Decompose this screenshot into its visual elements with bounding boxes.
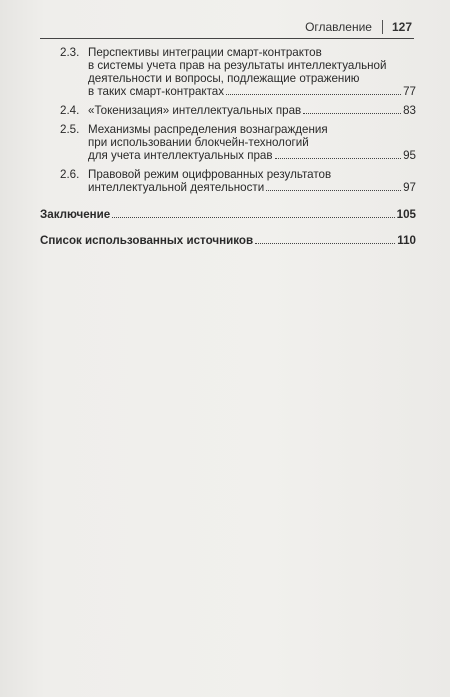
toc-entry-page: 95 bbox=[403, 149, 416, 162]
toc-entry-page: 77 bbox=[403, 85, 416, 98]
table-of-contents bbox=[40, 46, 416, 247]
toc-entry-number: 2.4. bbox=[60, 104, 80, 117]
running-head-separator bbox=[382, 20, 383, 34]
toc-entry-2-5[interactable] bbox=[40, 123, 416, 162]
toc-entry-number: 2.3. bbox=[60, 46, 80, 59]
toc-leader-dots bbox=[303, 113, 401, 114]
toc-entry-line: Правовой режим оцифрованных результатов bbox=[88, 168, 332, 181]
running-head bbox=[305, 20, 412, 34]
toc-leader-dots bbox=[226, 94, 401, 95]
toc-entry-page: 110 bbox=[397, 234, 416, 247]
toc-entry-2-6[interactable] bbox=[40, 168, 416, 194]
toc-entry-line: «Токенизация» интеллектуальных прав bbox=[88, 104, 302, 117]
toc-entry-number: 2.6. bbox=[60, 168, 80, 181]
toc-entry-2-4[interactable] bbox=[40, 104, 416, 117]
toc-entry-page: 105 bbox=[396, 208, 416, 221]
header-rule bbox=[40, 38, 414, 39]
toc-entry-line: в таких смарт-контрактах bbox=[88, 85, 225, 98]
toc-entry-line: деятельности и вопросы, подлежащие отражению bbox=[88, 72, 360, 85]
toc-entry-line: Механизмы распределения вознаграждения bbox=[88, 123, 328, 136]
toc-leader-dots bbox=[112, 217, 394, 218]
toc-entry-line: при использовании блокчейн-технологий bbox=[88, 136, 309, 149]
toc-entry-references[interactable] bbox=[40, 234, 416, 247]
running-head-section: Оглавление bbox=[305, 20, 372, 34]
toc-leader-dots bbox=[255, 243, 395, 244]
toc-entry-line: Перспективы интеграции смарт-контрактов bbox=[88, 46, 322, 59]
toc-entry-line: интеллектуальной деятельности bbox=[88, 181, 265, 194]
toc-entry-conclusion[interactable] bbox=[40, 208, 416, 221]
toc-entry-page: 97 bbox=[403, 181, 416, 194]
toc-entry-line: Заключение bbox=[40, 208, 111, 221]
toc-leader-dots bbox=[266, 190, 401, 191]
toc-leader-dots bbox=[275, 158, 402, 159]
page-number: 127 bbox=[391, 20, 412, 34]
toc-entry-line: в системы учета прав на результаты интеллектуальной bbox=[88, 59, 387, 72]
toc-entry-line: для учета интеллектуальных прав bbox=[88, 149, 273, 162]
toc-entry-2-3[interactable] bbox=[40, 46, 416, 98]
toc-entry-number: 2.5. bbox=[60, 123, 80, 136]
toc-entry-line: Список использованных источников bbox=[40, 234, 254, 247]
toc-entry-page: 83 bbox=[403, 104, 416, 117]
